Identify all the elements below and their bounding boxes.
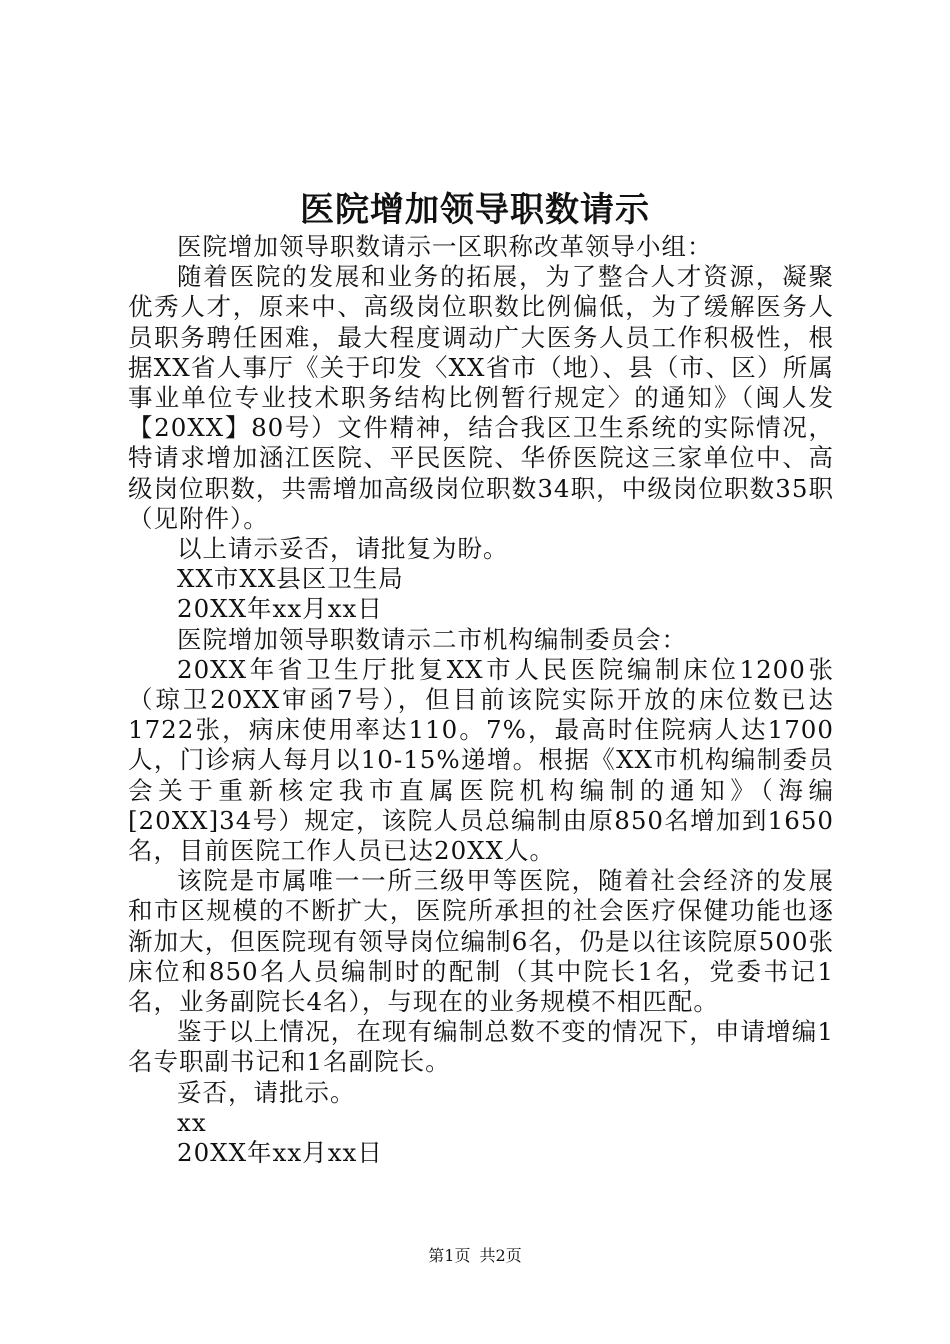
paragraph: 医院增加领导职数请示二市机构编制委员会： (177, 624, 687, 654)
paragraph: 妥否，请批示。 (177, 1077, 356, 1107)
page-footer (0, 1243, 950, 1266)
paragraph: 该院是市属唯一一所三级甲等医院，随着社会经济的发展和市区规模的不断扩大，医院所承担的社会医疗保健功能也逐渐加大，但医院现有领导岗位编制6名，仍是以往该院原500张床位和850名人员编制时的配制（其中院长1名，党委书记1名，业务副院长4名），与现在的业务规模不相匹配。 (128, 866, 834, 1017)
paragraph: 鉴于以上情况，在现有编制总数不变的情况下，申请增编1名专职副书记和1名副院长。 (128, 1017, 834, 1077)
paragraph: xx (177, 1107, 207, 1137)
paragraph: 随着医院的发展和业务的拓展，为了整合人才资源，凝聚优秀人才，原来中、高级岗位职数比例偏低，为了缓解医务人员职务聘任困难，最大程度调动广大医务人员工作积极性，根据XX省人事厅《关于印发〈XX省市（地）、县（市、区）所属事业单位专业技术职务结构比例暂行规定〉的通知》（闽人发【20XX】80号）文件精神，结合我区卫生系统的实际情况，特请求增加涵江医院、平民医院、华侨医院这三家单位中、高级岗位职数，共需增加高级岗位职数34职，中级岗位职数35职（见附件）。 (128, 262, 834, 533)
paragraph: XX市XX县区卫生局 (177, 564, 404, 594)
paragraph: 以上请示妥否，请批复为盼。 (177, 534, 509, 564)
page-total: 共2页 (479, 1246, 522, 1265)
page-number: 第1页 (428, 1246, 471, 1265)
paragraph: 20XX年xx月xx日 (177, 1138, 383, 1168)
paragraph: 20XX年xx月xx日 (177, 594, 383, 624)
document-title: 医院增加领导职数请示 (300, 190, 650, 230)
paragraph: 医院增加领导职数请示一区职称改革领导小组： (177, 232, 713, 261)
paragraph: 20XX年省卫生厅批复XX市人民医院编制床位1200张（琼卫20XX审函7号），但目前该院实际开放的床位数已达1722张，病床使用率达110。7%，最高时住院病人达1700人，门诊病人每月以10-15%递增。根据《XX市机构编制委员会关于重新核定我市直属医院机构编制的通知》（海编[20XX]34号）规定，该院人员总编制由原850名增加到1650名，目前医院工作人员已达20XX人。 (128, 654, 834, 866)
document-body (128, 232, 834, 1168)
